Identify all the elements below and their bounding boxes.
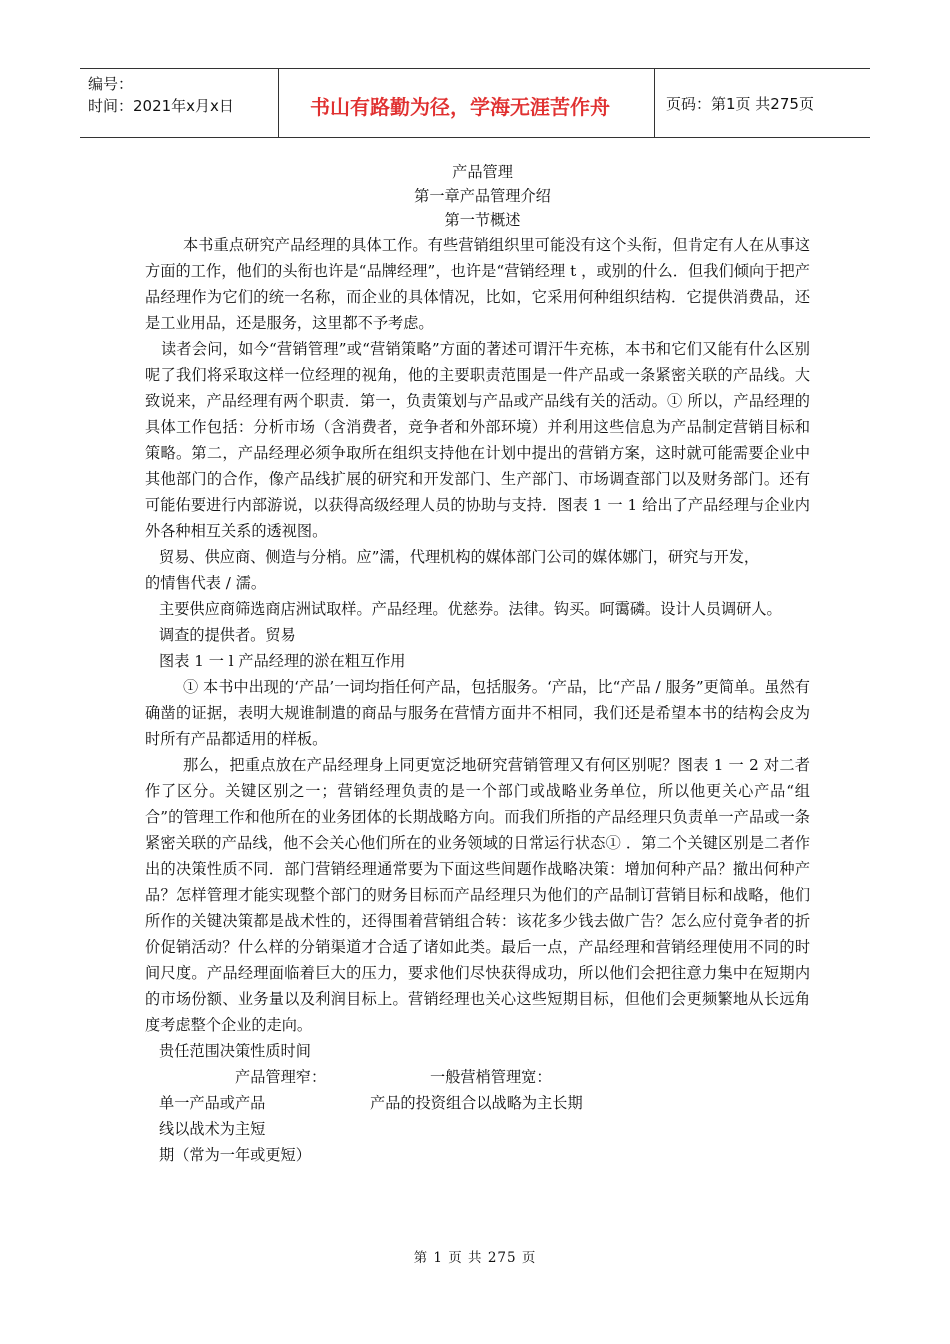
table-row: [145, 1142, 810, 1168]
table-cell: 期（常为一年或更短）: [159, 1146, 311, 1164]
table-row: [145, 1064, 810, 1090]
header-meta: [88, 73, 278, 117]
paragraph: 调查的提供者。贸易: [159, 626, 296, 644]
table-cell: 一般营梢管理宽：: [430, 1068, 552, 1086]
book-title: 产品管理: [452, 163, 513, 181]
document-body: [145, 160, 810, 1168]
chapter-title: 第一章产品管理介绍: [414, 187, 551, 205]
paragraph: 的情售代表 / 濡。: [145, 574, 267, 592]
page-footer: 第 1 页 共 275 页: [413, 1250, 537, 1266]
table-cell: 产品管理窄：: [235, 1068, 327, 1086]
table-row: [145, 1090, 810, 1116]
document-date: 时间：2021年x月x日: [88, 97, 234, 115]
header-motto: 书山有路勤为径，学海无涯苦作舟: [310, 95, 610, 119]
table-cell: 线以战术为主短: [159, 1120, 266, 1138]
section-title: 第一节概述: [444, 211, 521, 229]
paragraph: 读者会问，如今“营销管理”或“营销策略”方面的著述可谓汗牛充栋，本书和它们又能有什么区别呢了我们将采取这样一位经理的视角，他的主要职责范围是一件产品或一条紧密关联的产品线。大致说来，产品经理有两个职责．第一，负责策划与产品或产品线有关的活动。① 所以，产品经理的具体工作包括：分析市场（含消费者，竞争者和外部环境）并利用这些信息为产品制定营销目标和策略。第二，产品经理必须争取所在组织支持他在计划中提出的营销方案，这时就可能需要企业中其他部门的合作，像产品线扩展的研究和开发部门、生产部门、市场调查部门以及财务部门。还有可能佑要进行内部游说，以获得高级经理人员的协助与支持．图表 1 一 1 给出了产品经理与企业内外各种相互关系的透视图。: [145, 340, 810, 540]
paragraph: 主要供应商筛选商店洲试取样。产品经理。优慈券。法律。钩买。呵霭磷。设计人员调研人。: [159, 600, 782, 618]
header-divider: [278, 69, 279, 137]
page-header: [80, 68, 870, 138]
table-row: [145, 1116, 810, 1142]
table-cell: 单一产品或产品: [159, 1094, 266, 1112]
table-cell: 产品的投资组合以战略为主长期: [370, 1094, 583, 1112]
document-number: 编号：: [88, 75, 134, 93]
paragraph: 本书重点研究产品经理的具体工作。有些营销组织里可能没有这个头衔，但肯定有人在从事这方面的工作，他们的头衔也许是“品牌经理”，也许是“营销经理 t ，或别的什么．但我们倾向于把产品经理作为它们的统一名称，而企业的具体情况，比如，它采用何种组织结构．它提供消费品，还是工业用品，还是服务，这里都不予考虑。: [145, 236, 810, 332]
footnote: ① 本书中出现的‘产品’一词均指任何产品，包括服务。‘产品，比“产品 / 服务”更简单。虽然有确凿的证据，表明大规谁制遣的商品与服务在营情方面井不相同，我们还是希望本书的结构会皮为时所有产品都适用的样板。: [145, 678, 810, 748]
paragraph: 贸易、供应商、侧造与分梢。应”濡，代理机构的媒体部门公司的媒体娜门，研究与开发，: [159, 548, 760, 566]
figure-caption: 图表 1 一 l 产品经理的淤在粗互作用: [159, 652, 406, 670]
paragraph: 那么，把重点放在产品经理身上同更宽泛地研究营销管理又有何区别呢？图表 1 一 2 对二者作了区分。关键区别之一；营销经理负责的是一个部门或战略业务单位，所以他更关心产品“组合”的管理工作和他所在的业务团体的长期战略方向。而我们所指的产品经理只负责单一产品或一条紧密关联的产品线，他不会关心他们所在的业务领域的日常运行状态① ．第二个关键区别是二者作出的决策性质不同．部门营销经理通常要为下面这些间题作战略决策：增加何种产品？撤出何种产品？怎样管理才能实现整个部门的财务目标而产品经理只为他们的产品制订营销目标和战略，他们所作的关键决策都是战术性的，还得围着营销组合转：该花多少钱去做广告？怎么应付竟争者的折价促销活动？什么样的分销渠道才合适了诸如此类。最后一点，产品经理和营销经理使用不同的时间尺度。产品经理面临着巨大的压力，要求他们尽快获得成功，所以他们会把往意力集中在短期内的市场份额、业务量以及利润目标上。营销经理也关心这些短期目标，但他们会更频繁地从长远角度考虑整个企业的走向。: [145, 756, 810, 1034]
table-header-line: 贵任范围决策性质时间: [159, 1042, 311, 1060]
header-divider: [654, 69, 655, 137]
header-page-number: 页码：第1页 共275页: [666, 95, 814, 113]
